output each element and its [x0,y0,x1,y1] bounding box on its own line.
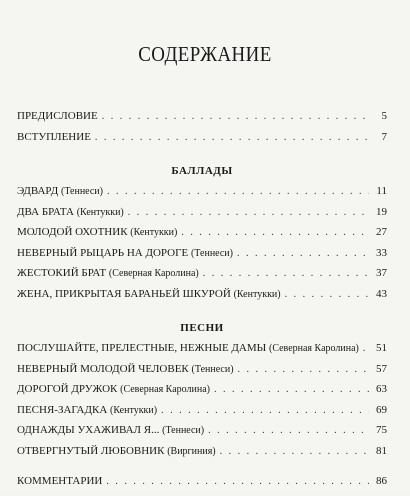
dot-leader [128,207,369,218]
toc-entry-region: (Виргиния) [167,445,216,457]
toc-entry-title: ЖЕСТОКИЙ БРАТ [17,267,107,279]
toc-entry-preface [17,110,387,131]
section-heading-songs: ПЕСНИ [180,322,224,334]
toc-entry-page: 5 [381,110,387,122]
toc-entry [17,424,387,445]
dot-leader [107,186,369,197]
toc-entry-region: (Теннеси) [162,425,205,436]
toc-entry-page: 75 [376,424,387,436]
toc-entry [17,404,387,425]
toc-entry [17,185,387,206]
dot-leader [214,384,369,395]
dot-leader [208,425,369,436]
toc-entry-title: ВСТУПЛЕНИЕ [17,130,91,143]
dot-leader [203,268,369,279]
toc-entry [17,363,387,384]
dot-leader [181,227,369,238]
table-of-contents [17,110,387,496]
toc-entry-page: 19 [376,205,387,218]
dot-leader [220,446,369,457]
dot-leader [238,364,369,375]
toc-entry-page: 63 [376,383,387,395]
toc-entry-region: (Теннеси) [60,186,103,197]
dot-leader [237,248,369,259]
toc-entry-region: (Кентукки) [110,404,158,416]
dot-leader [363,343,369,354]
toc-entry [17,288,387,309]
toc-entry-page: 11 [376,185,387,197]
toc-entry-title: ДОРОГОЙ ДРУЖОК [17,383,118,395]
toc-entry-title: ЭДВАРД [17,185,59,197]
toc-entry [17,226,387,247]
toc-entry-title: ОДНАЖДЫ УХАЖИВАЛ Я... [17,424,160,436]
toc-entry-title: НЕВЕРНЫЙ МОЛОДОЙ ЧЕЛОВЕК [17,362,189,375]
toc-entry-page: 81 [376,444,387,457]
toc-entry-title: ДВА БРАТА [17,205,74,218]
dot-leader [102,111,369,122]
toc-entry [17,445,387,466]
section-heading-ballads: БАЛЛАДЫ [171,165,233,177]
toc-entry-page: 7 [381,130,387,143]
toc-entry [17,342,387,363]
toc-entry-page: 37 [376,267,387,279]
toc-entry-region: (Кентукки) [130,227,178,238]
toc-entry-title: ПЕСНЯ-ЗАГАДКА [17,403,108,416]
toc-entry-region: (Северная Каролина) [268,343,359,354]
toc-entry-page: 69 [376,403,387,416]
toc-entry-region: (Северная Каролина) [120,384,210,395]
toc-entry-title: ПОСЛУШАЙТЕ, ПРЕЛЕСТНЫЕ, НЕЖНЫЕ ДАМЫ [17,342,267,354]
toc-entry-title: ОТВЕРГНУТЫЙ ЛЮБОВНИК [17,444,165,457]
toc-entry-introduction [17,131,387,152]
dot-leader [285,289,369,300]
toc-entry-page: 33 [376,246,387,259]
toc-entry-title: НЕВЕРНЫЙ РЫЦАРЬ НА ДОРОГЕ [17,246,189,259]
toc-entry-page: 57 [376,362,387,375]
toc-entry-page: 27 [376,226,387,238]
toc-entry-region: (Кентукки) [233,288,281,300]
toc-entry-page: 43 [376,287,387,300]
toc-entry [17,267,387,288]
toc-entry [17,247,387,268]
toc-entry-region: (Северная Каролина) [108,268,199,279]
toc-entry-page: 51 [376,342,387,354]
page-title: СОДЕРЖАНИЕ [138,42,272,66]
toc-entry-region: (Кентукки) [76,206,124,218]
dot-leader [95,132,369,143]
toc-entry [17,206,387,227]
dot-leader [106,476,369,487]
dot-leader [161,405,369,416]
toc-entry-title: ЖЕНА, ПРИКРЫТАЯ БАРАНЬЕЙ ШКУРОЙ [17,287,231,300]
toc-entry-page: 86 [376,475,387,487]
toc-entry-title: МОЛОДОЙ ОХОТНИК [17,226,128,238]
toc-entry-comments [17,475,387,496]
toc-entry-region: (Теннеси) [191,363,234,375]
toc-entry-title: ПРЕДИСЛОВИЕ [17,110,98,122]
toc-entry-title: КОММЕНТАРИИ [17,475,103,487]
toc-entry [17,383,387,404]
toc-entry-region: (Теннеси) [190,247,233,259]
